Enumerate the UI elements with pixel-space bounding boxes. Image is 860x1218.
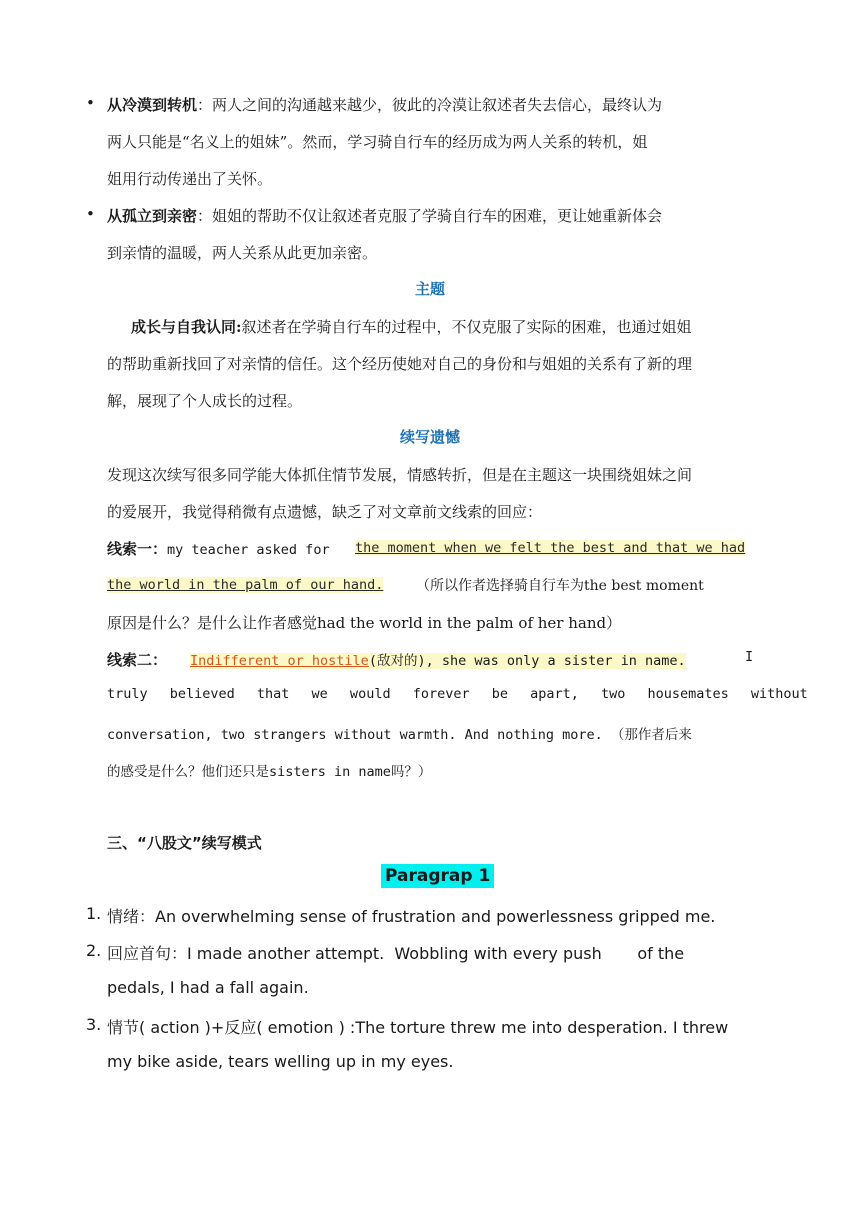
clue-1-highlight-a: the moment when we felt the best and that we had (355, 540, 746, 556)
bullet-1-line-3: 姐用行动传递出了关怀。 (107, 170, 273, 188)
theme-text: 叙述者在学骑自行车的过程中，不仅克服了实际的困难，也通过姐姐 (241, 318, 692, 336)
paragraph-title: Paragrap 1 (381, 864, 494, 888)
bullet-1-text: ：两人之间的沟通越来越少，彼此的冷漠让叙述者失去信心，最终认为 (197, 96, 663, 114)
theme-line-2: 的帮助重新找回了对亲情的信任。这个经历使她对自己的身份和与姐姐的关系有了新的理 (107, 355, 693, 373)
clue-2-line-4: 的感受是什么？他们还只是sisters in name吗？） (107, 764, 432, 780)
bullet-2-title: 从孤立到亲密 (107, 207, 198, 225)
clue-1-text: my teacher asked for (167, 542, 330, 558)
list-item-2: 回应首句：I made another attempt. Wobbling with every push of the (107, 944, 685, 963)
bullet-2-line-2: 到亲情的温暖，两人关系从此更加亲密。 (107, 244, 378, 262)
bullet-1-line-2: 两人只能是“名义上的姐妹”。然而，学习骑自行车的经历成为两人关系的转机，姐 (107, 133, 648, 151)
list-number-3: 3. (86, 1015, 102, 1034)
clue-2-label: 线索二： (107, 651, 168, 669)
clue-1-highlight-wrap (355, 538, 745, 556)
bullet-dot: • (86, 205, 95, 223)
bullet-dot: • (86, 94, 95, 112)
theme-heading: 主题 (414, 280, 445, 298)
clue-2-line-2: truly believed that we would forever be apart, two housemates without (107, 686, 808, 702)
clue-2-sentence (190, 653, 686, 669)
list-number-1: 1. (86, 904, 102, 923)
list-number-2: 2. (86, 941, 102, 960)
regret-line-2: 的爱展开，我觉得稍微有点遗憾，缺乏了对文章前文线索的回应： (107, 503, 543, 521)
section-3-heading: 三、“八股文”续写模式 (107, 834, 262, 852)
theme-title: 成长与自我认同: (131, 318, 242, 336)
bullet-1-line-1 (107, 94, 662, 115)
bullet-2-text: ：姐姐的帮助不仅让叙述者克服了学骑自行车的困难，更让她重新体会 (197, 207, 663, 225)
clue-1-line-1 (107, 538, 330, 559)
clue-2-rest: (敌对的), she was only a sister in name. (368, 653, 686, 669)
regret-heading: 续写遗憾 (399, 428, 460, 446)
clue-2-line-3: conversation, two strangers without warmth. And nothing more. （那作者后来 (107, 727, 692, 743)
clue-1-label: 线索一： (107, 540, 168, 558)
list-item-1: 情绪：An overwhelming sense of frustration and powerlessness gripped me. (107, 907, 716, 926)
list-item-3: 情节( action )+反应( emotion ) :The torture threw me into desperation. I threw (107, 1018, 729, 1037)
clue-1-note-text: （所以作者选择骑自行车为the best moment (416, 578, 704, 594)
theme-line-1 (131, 316, 692, 337)
clue-2-content (190, 649, 686, 669)
bullet-1-title: 从冷漠到转机 (107, 96, 198, 114)
theme-line-3: 解，展现了个人成长的过程。 (107, 392, 303, 410)
list-item-3-cont: my bike aside, tears welling up in my eyes. (107, 1052, 454, 1071)
clue-2-line-1 (107, 649, 167, 670)
clue-2-tail: I (745, 649, 754, 665)
clue-1-highlight-b: the world in the palm of our hand. (107, 577, 384, 593)
regret-line-1: 发现这次续写很多同学能大体抓住情节发展，情感转折，但是在主题这一块围绕姐妹之间 (107, 466, 693, 484)
clue-1-note (416, 575, 704, 595)
clue-1-line-2 (107, 575, 383, 593)
clue-2-highlight: Indifferent or hostile (190, 653, 369, 669)
bullet-2-line-1 (107, 205, 662, 226)
clue-1-note-2: 原因是什么？是什么让作者感觉had the world in the palm of her hand） (107, 614, 622, 632)
list-item-2-cont: pedals, I had a fall again. (107, 978, 309, 997)
